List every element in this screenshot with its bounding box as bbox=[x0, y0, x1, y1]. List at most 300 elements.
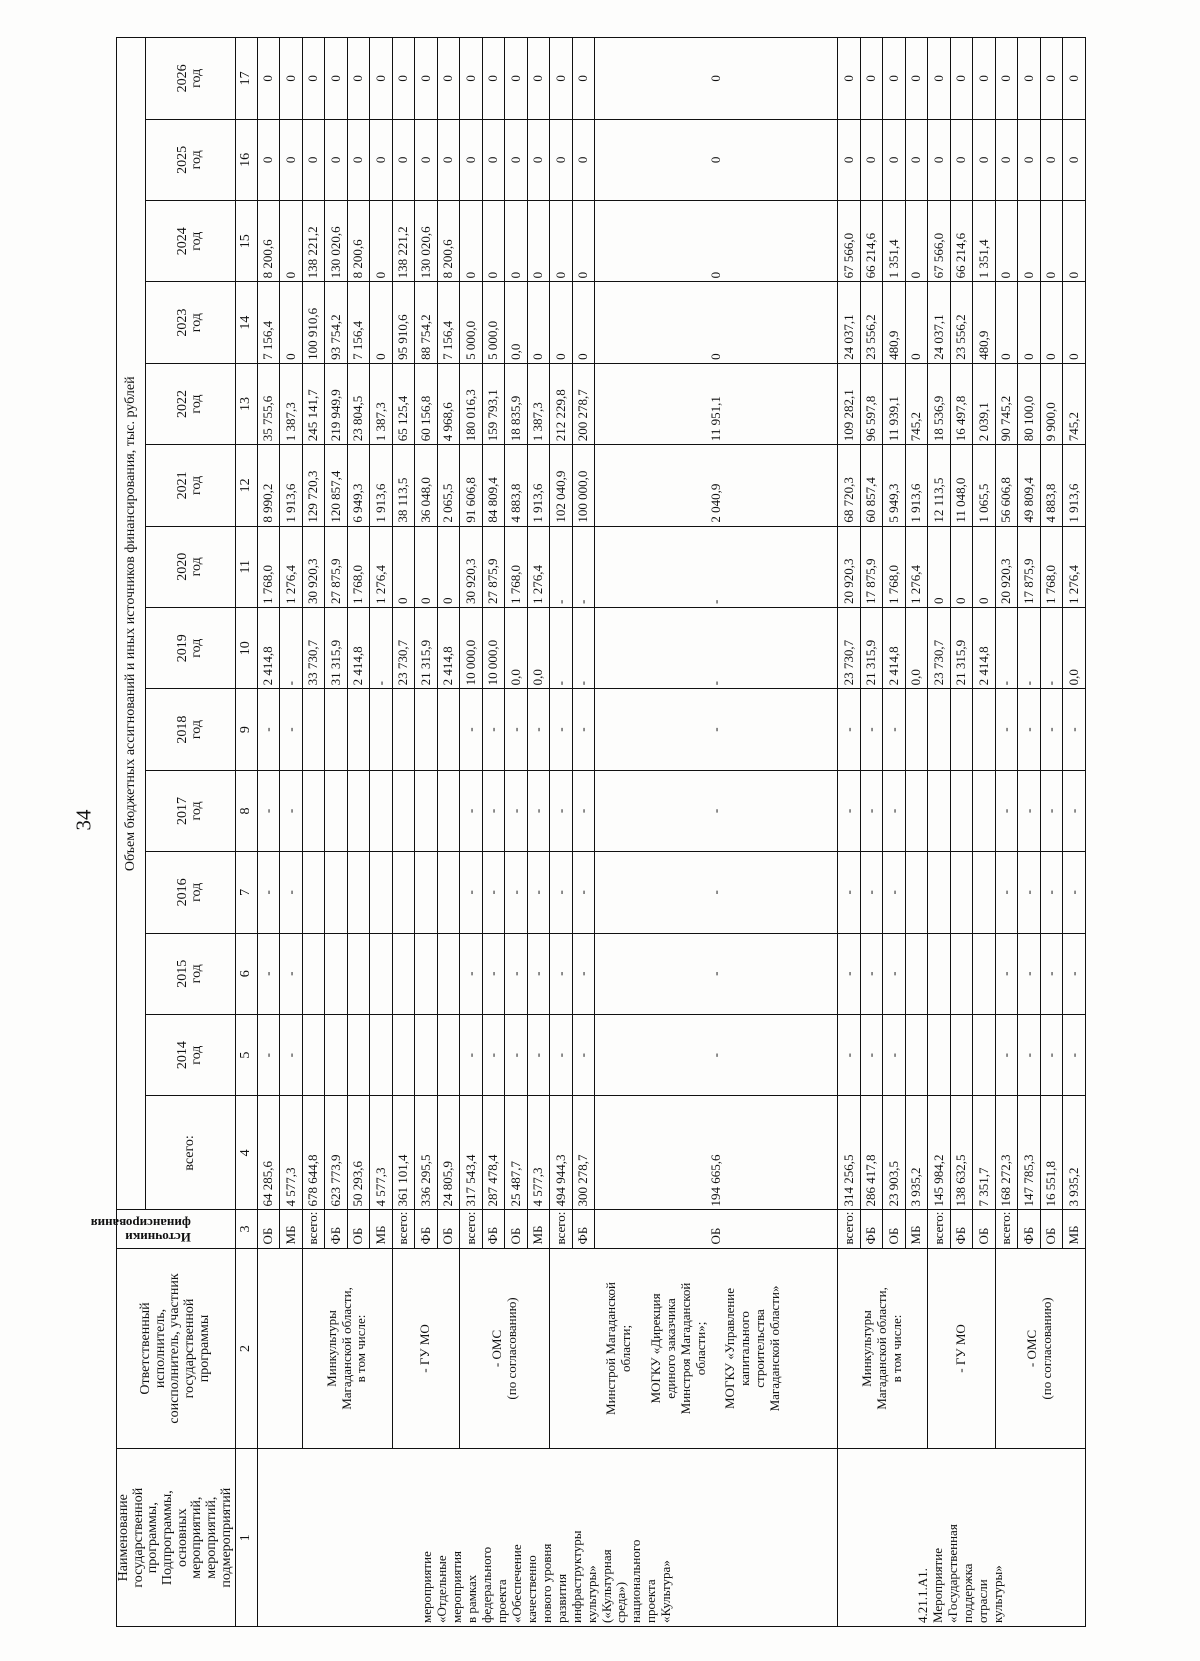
funding-source: всего: bbox=[392, 1210, 415, 1248]
year-value: 1 276,4 bbox=[1063, 526, 1086, 607]
year-value: - bbox=[595, 1014, 838, 1095]
program-name-line: «Государственная bbox=[945, 1524, 961, 1623]
funding-source: всего: bbox=[995, 1210, 1018, 1248]
year-value bbox=[928, 689, 951, 770]
total-value: 4 577,3 bbox=[280, 1096, 303, 1210]
year-value: 0 bbox=[950, 38, 973, 120]
year-value: 0 bbox=[347, 119, 370, 200]
year-value: - bbox=[1018, 689, 1041, 770]
header-responsible-line: программы bbox=[196, 1314, 212, 1383]
year-value: 23 556,2 bbox=[860, 282, 883, 363]
year-value: 130 020,6 bbox=[415, 201, 438, 282]
funding-source: ФБ bbox=[860, 1210, 883, 1248]
year-value bbox=[392, 933, 415, 1014]
year-value: - bbox=[460, 933, 483, 1014]
program-name-line: национального bbox=[628, 1539, 644, 1623]
year-value: 0 bbox=[595, 282, 838, 363]
program-name-line: качественно bbox=[523, 1555, 539, 1623]
year-value: 129 720,3 bbox=[302, 445, 325, 526]
year-value: 1 065,5 bbox=[973, 445, 996, 526]
year-value: - bbox=[280, 770, 303, 851]
total-value: 23 903,5 bbox=[883, 1096, 906, 1210]
year-value: 0 bbox=[550, 119, 573, 200]
year-value bbox=[302, 770, 325, 851]
year-value: 1 913,6 bbox=[1063, 445, 1086, 526]
year-value: 0 bbox=[1063, 38, 1086, 120]
year-value: 17 875,9 bbox=[860, 526, 883, 607]
year-value: - bbox=[1018, 1014, 1041, 1095]
year-value: 0 bbox=[280, 201, 303, 282]
year-value: - bbox=[460, 852, 483, 933]
year-value: 36 048,0 bbox=[415, 445, 438, 526]
year-value: 109 282,1 bbox=[838, 363, 861, 444]
program-name-line: развития bbox=[553, 1573, 569, 1623]
year-value: - bbox=[257, 852, 280, 933]
header-total: всего: bbox=[146, 1096, 235, 1210]
year-value: 180 016,3 bbox=[460, 363, 483, 444]
year-value: - bbox=[280, 689, 303, 770]
program-name-line: проекта bbox=[643, 1579, 659, 1623]
year-value: - bbox=[280, 852, 303, 933]
year-value bbox=[437, 770, 460, 851]
year-value: 23 730,7 bbox=[928, 607, 951, 688]
total-value: 361 101,4 bbox=[392, 1096, 415, 1210]
funding-source: всего: bbox=[460, 1210, 483, 1248]
year-value: 0 bbox=[928, 526, 951, 607]
year-value bbox=[325, 689, 348, 770]
year-value: 27 875,9 bbox=[482, 526, 505, 607]
total-value: 623 773,9 bbox=[325, 1096, 348, 1210]
funding-source: ФБ bbox=[325, 1210, 348, 1248]
year-value: 80 100,0 bbox=[1018, 363, 1041, 444]
year-value: 9 900,0 bbox=[1040, 363, 1063, 444]
year-value: 1 276,4 bbox=[905, 526, 928, 607]
year-value: 0 bbox=[1018, 201, 1041, 282]
header-name-column bbox=[117, 1449, 236, 1627]
year-value: 6 949,3 bbox=[347, 445, 370, 526]
column-number: 17 bbox=[235, 38, 257, 120]
header-responsible-column bbox=[117, 1248, 236, 1449]
year-value: 0,0 bbox=[505, 607, 528, 688]
year-value: - bbox=[482, 933, 505, 1014]
year-value: 2 039,1 bbox=[973, 363, 996, 444]
table-row bbox=[302, 38, 325, 1627]
year-value: 1 913,6 bbox=[280, 445, 303, 526]
total-value: 317 543,4 bbox=[460, 1096, 483, 1210]
total-value: 168 272,3 bbox=[995, 1096, 1018, 1210]
year-value: 1 768,0 bbox=[347, 526, 370, 607]
year-value bbox=[347, 1014, 370, 1095]
total-value: 16 551,8 bbox=[1040, 1096, 1063, 1210]
year-value: 0 bbox=[928, 119, 951, 200]
year-value: - bbox=[550, 689, 573, 770]
year-value: - bbox=[1018, 607, 1041, 688]
year-value bbox=[950, 933, 973, 1014]
year-value: 0 bbox=[1018, 119, 1041, 200]
year-value: 0 bbox=[1063, 201, 1086, 282]
year-value: 745,2 bbox=[1063, 363, 1086, 444]
year-value: 88 754,2 bbox=[415, 282, 438, 363]
year-value: 0 bbox=[325, 38, 348, 120]
header-name-line: Наименование bbox=[116, 1494, 131, 1582]
funding-source: ФБ bbox=[572, 1210, 595, 1248]
year-value: 0 bbox=[392, 526, 415, 607]
year-value: 0 bbox=[550, 38, 573, 120]
year-value: 0 bbox=[437, 119, 460, 200]
year-value: 159 793,1 bbox=[482, 363, 505, 444]
column-number: 13 bbox=[235, 363, 257, 444]
year-value: 0 bbox=[595, 119, 838, 200]
total-value: 147 785,3 bbox=[1018, 1096, 1041, 1210]
year-value: 0 bbox=[883, 38, 906, 120]
responsible-line: - ОМС bbox=[1024, 1329, 1040, 1368]
year-value: 7 156,4 bbox=[437, 282, 460, 363]
year-value bbox=[302, 852, 325, 933]
year-value: - bbox=[595, 689, 838, 770]
year-value: 0 bbox=[1063, 282, 1086, 363]
year-value: 0,0 bbox=[905, 607, 928, 688]
responsible-line: Магаданской области» bbox=[767, 1285, 783, 1412]
year-value: 0 bbox=[460, 201, 483, 282]
year-value: 18 835,9 bbox=[505, 363, 528, 444]
header-source-column bbox=[91, 1210, 236, 1248]
year-value: 100 910,6 bbox=[302, 282, 325, 363]
year-value: 138 221,2 bbox=[302, 201, 325, 282]
year-value: - bbox=[883, 1014, 906, 1095]
responsible-line: (по согласованию) bbox=[1039, 1297, 1054, 1400]
year-value: 0 bbox=[905, 282, 928, 363]
header-responsible-line: соисполнитель, участник bbox=[167, 1273, 183, 1424]
year-value: 0 bbox=[838, 38, 861, 120]
year-value: 23 730,7 bbox=[392, 607, 415, 688]
year-value: - bbox=[527, 1014, 550, 1095]
year-value: 0 bbox=[280, 282, 303, 363]
year-value: - bbox=[505, 770, 528, 851]
year-value bbox=[905, 770, 928, 851]
year-value: - bbox=[595, 770, 838, 851]
year-value: - bbox=[505, 933, 528, 1014]
year-value: 1 913,6 bbox=[527, 445, 550, 526]
year-value: - bbox=[883, 933, 906, 1014]
year-value: 0 bbox=[973, 119, 996, 200]
column-number: 16 bbox=[235, 119, 257, 200]
year-value: - bbox=[838, 770, 861, 851]
year-value: 4 968,6 bbox=[437, 363, 460, 444]
year-value: - bbox=[550, 607, 573, 688]
year-value: 0 bbox=[995, 38, 1018, 120]
year-value: 23 730,7 bbox=[838, 607, 861, 688]
funding-source: МБ bbox=[370, 1210, 393, 1248]
year-value: 0 bbox=[482, 119, 505, 200]
year-value: 130 020,6 bbox=[325, 201, 348, 282]
header-year: 2021 год bbox=[146, 445, 235, 526]
total-value: 286 417,8 bbox=[860, 1096, 883, 1210]
funding-source: ОБ bbox=[1040, 1210, 1063, 1248]
total-value: 4 577,3 bbox=[370, 1096, 393, 1210]
year-value: - bbox=[1040, 933, 1063, 1014]
column-number: 10 bbox=[235, 607, 257, 688]
responsible-line: Минкультуры bbox=[323, 1310, 339, 1387]
year-value: 0 bbox=[973, 526, 996, 607]
funding-source: всего: bbox=[550, 1210, 573, 1248]
year-value: 30 920,3 bbox=[460, 526, 483, 607]
header-year: 2020 год bbox=[146, 526, 235, 607]
year-value: - bbox=[883, 689, 906, 770]
header-year: 2024 год bbox=[146, 201, 235, 282]
year-value: 0 bbox=[482, 201, 505, 282]
year-value bbox=[973, 689, 996, 770]
year-value: 0 bbox=[505, 201, 528, 282]
year-value: - bbox=[860, 1014, 883, 1095]
column-number: 9 bbox=[235, 689, 257, 770]
year-value bbox=[392, 770, 415, 851]
year-value: - bbox=[257, 933, 280, 1014]
year-value: 11 048,0 bbox=[950, 445, 973, 526]
year-value: - bbox=[995, 933, 1018, 1014]
total-value: 494 944,3 bbox=[550, 1096, 573, 1210]
year-value: 8 200,6 bbox=[347, 201, 370, 282]
year-value: 0 bbox=[905, 119, 928, 200]
year-value bbox=[302, 933, 325, 1014]
responsible-line: Минстрой Магаданской bbox=[602, 1282, 618, 1415]
year-value bbox=[347, 933, 370, 1014]
year-value bbox=[950, 852, 973, 933]
column-number: 14 bbox=[235, 282, 257, 363]
year-value: 56 606,8 bbox=[995, 445, 1018, 526]
funding-source: ОБ bbox=[347, 1210, 370, 1248]
year-value bbox=[928, 852, 951, 933]
year-value: - bbox=[1063, 1014, 1086, 1095]
header-name-line: Подпрограммы, bbox=[160, 1490, 176, 1586]
year-value: - bbox=[1040, 852, 1063, 933]
year-value: 1 387,3 bbox=[370, 363, 393, 444]
year-value bbox=[347, 770, 370, 851]
year-value bbox=[950, 689, 973, 770]
total-value: 138 632,5 bbox=[950, 1096, 973, 1210]
year-value bbox=[370, 1014, 393, 1095]
responsible-line: - ГУ МО bbox=[952, 1324, 968, 1373]
year-value: 0 bbox=[550, 201, 573, 282]
table-row bbox=[995, 38, 1018, 1627]
funding-source: всего: bbox=[838, 1210, 861, 1248]
year-value bbox=[325, 933, 348, 1014]
header-year: 2016 год bbox=[146, 852, 235, 933]
responsible-line bbox=[634, 1252, 649, 1446]
year-value bbox=[437, 852, 460, 933]
year-value: 24 037,1 bbox=[838, 282, 861, 363]
responsible-line: Магаданской области, bbox=[874, 1287, 890, 1410]
year-value: - bbox=[572, 689, 595, 770]
year-value: 0 bbox=[527, 119, 550, 200]
table-row bbox=[838, 38, 861, 1627]
year-value bbox=[905, 689, 928, 770]
funding-source: ОБ bbox=[595, 1210, 838, 1248]
year-value: 0 bbox=[257, 38, 280, 120]
program-name-line: («Культурная bbox=[598, 1549, 614, 1623]
year-value: 95 910,6 bbox=[392, 282, 415, 363]
table-row bbox=[257, 38, 280, 1627]
year-value: 0 bbox=[302, 38, 325, 120]
year-value bbox=[928, 933, 951, 1014]
year-value bbox=[905, 933, 928, 1014]
year-value: 1 913,6 bbox=[370, 445, 393, 526]
year-value bbox=[392, 852, 415, 933]
year-value: - bbox=[550, 526, 573, 607]
year-value: - bbox=[257, 1014, 280, 1095]
year-value: 0,0 bbox=[505, 282, 528, 363]
year-value: 0 bbox=[505, 38, 528, 120]
year-value: 2 414,8 bbox=[347, 607, 370, 688]
year-value: - bbox=[1063, 770, 1086, 851]
column-number: 7 bbox=[235, 852, 257, 933]
program-name-line: поддержка bbox=[960, 1563, 976, 1623]
year-value: 11 951,1 bbox=[595, 363, 838, 444]
funding-source: ОБ bbox=[257, 1210, 280, 1248]
year-value: 21 315,9 bbox=[860, 607, 883, 688]
funding-source: МБ bbox=[1063, 1210, 1086, 1248]
year-value: - bbox=[280, 933, 303, 1014]
year-value bbox=[437, 1014, 460, 1095]
year-value: 0 bbox=[950, 526, 973, 607]
table-row bbox=[460, 38, 483, 1627]
responsible-line: единого заказчика bbox=[662, 1298, 678, 1399]
year-value: 1 351,4 bbox=[973, 201, 996, 282]
year-value: 30 920,3 bbox=[302, 526, 325, 607]
year-value: - bbox=[995, 852, 1018, 933]
year-value: 12 113,5 bbox=[928, 445, 951, 526]
year-value bbox=[325, 852, 348, 933]
year-value: 0 bbox=[550, 282, 573, 363]
year-value: - bbox=[1040, 607, 1063, 688]
total-value: 4 577,3 bbox=[527, 1096, 550, 1210]
responsible-line: МОГКУ «Управление bbox=[722, 1287, 738, 1409]
year-value: - bbox=[595, 607, 838, 688]
year-value: 0 bbox=[280, 38, 303, 120]
year-value: - bbox=[460, 1014, 483, 1095]
program-name-line: среда») bbox=[613, 1581, 629, 1623]
year-value: 0 bbox=[415, 526, 438, 607]
year-value: 0,0 bbox=[1063, 607, 1086, 688]
year-value: 0 bbox=[302, 119, 325, 200]
year-value: - bbox=[572, 526, 595, 607]
year-value: - bbox=[482, 689, 505, 770]
funding-source: ОБ bbox=[505, 1210, 528, 1248]
funding-source: МБ bbox=[280, 1210, 303, 1248]
column-number: 1 bbox=[235, 1449, 257, 1627]
funding-source: МБ bbox=[527, 1210, 550, 1248]
year-value: 33 730,7 bbox=[302, 607, 325, 688]
funding-source: ФБ bbox=[482, 1210, 505, 1248]
year-value: 31 315,9 bbox=[325, 607, 348, 688]
responsible-line: в том числе: bbox=[353, 1314, 369, 1383]
header-year: 2026 год bbox=[146, 38, 235, 120]
year-value: 5 949,3 bbox=[883, 445, 906, 526]
year-value: - bbox=[1018, 933, 1041, 1014]
year-value: 0 bbox=[505, 119, 528, 200]
year-value: 8 200,6 bbox=[437, 201, 460, 282]
column-number: 8 bbox=[235, 770, 257, 851]
year-value bbox=[325, 770, 348, 851]
column-number: 15 bbox=[235, 201, 257, 282]
year-value: - bbox=[572, 1014, 595, 1095]
responsible-line: - ОМС bbox=[488, 1329, 504, 1368]
year-value: 24 037,1 bbox=[928, 282, 951, 363]
year-value: 120 857,4 bbox=[325, 445, 348, 526]
program-name-line: культуры» bbox=[990, 1565, 1006, 1623]
year-value bbox=[905, 1014, 928, 1095]
header-name-line: подмероприятий bbox=[218, 1487, 234, 1588]
year-value: 138 221,2 bbox=[392, 201, 415, 282]
year-value: 20 920,3 bbox=[838, 526, 861, 607]
year-value: - bbox=[1063, 689, 1086, 770]
year-value: - bbox=[860, 689, 883, 770]
total-value: 145 984,2 bbox=[928, 1096, 951, 1210]
year-value: - bbox=[550, 933, 573, 1014]
year-value: 4 883,8 bbox=[505, 445, 528, 526]
header-year: 2015 год bbox=[146, 933, 235, 1014]
year-value: 0 bbox=[1040, 201, 1063, 282]
header-name-line: мероприятий, bbox=[189, 1496, 205, 1579]
responsible-line: Магаданской области, bbox=[338, 1287, 354, 1410]
year-value bbox=[415, 1014, 438, 1095]
year-value: - bbox=[860, 852, 883, 933]
year-value: 0 bbox=[950, 119, 973, 200]
year-value: 1 768,0 bbox=[883, 526, 906, 607]
year-value: - bbox=[482, 1014, 505, 1095]
year-value: - bbox=[482, 852, 505, 933]
funding-source: ОБ bbox=[883, 1210, 906, 1248]
program-name-line: отрасли bbox=[975, 1579, 991, 1623]
responsible-line: капитального bbox=[737, 1311, 753, 1386]
program-name-line: «Обеспечение bbox=[508, 1544, 524, 1623]
year-value: 745,2 bbox=[905, 363, 928, 444]
year-value: 0 bbox=[572, 282, 595, 363]
responsible-cell bbox=[928, 1248, 996, 1449]
year-value: 0 bbox=[527, 201, 550, 282]
program-name-line: Мероприятие bbox=[930, 1548, 946, 1623]
year-value: 0 bbox=[527, 38, 550, 120]
responsible-line: МОГКУ «Дирекция bbox=[647, 1293, 663, 1404]
funding-source: всего: bbox=[928, 1210, 951, 1248]
funding-source: всего: bbox=[302, 1210, 325, 1248]
year-value: 66 214,6 bbox=[950, 201, 973, 282]
header-name-line: программы, bbox=[145, 1502, 161, 1574]
program-name-line: «Отдельные bbox=[434, 1555, 450, 1623]
year-value: 21 315,9 bbox=[950, 607, 973, 688]
year-value: 0 bbox=[392, 119, 415, 200]
responsible-cell bbox=[392, 1248, 460, 1449]
year-value bbox=[325, 1014, 348, 1095]
funding-source: ФБ bbox=[1018, 1210, 1041, 1248]
year-value: - bbox=[280, 607, 303, 688]
year-value: 1 276,4 bbox=[527, 526, 550, 607]
header-name-line: основных bbox=[174, 1508, 190, 1567]
year-value: 7 156,4 bbox=[257, 282, 280, 363]
year-value: 0 bbox=[482, 38, 505, 120]
program-name-line: нового уровня bbox=[538, 1543, 554, 1623]
header-name-line: мероприятий, bbox=[204, 1496, 220, 1579]
year-value: - bbox=[505, 852, 528, 933]
year-value: 0 bbox=[1018, 282, 1041, 363]
table-row bbox=[928, 38, 951, 1627]
header-year: 2017 год bbox=[146, 770, 235, 851]
responsible-line: Минкультуры bbox=[859, 1310, 875, 1387]
year-value: 0 bbox=[437, 38, 460, 120]
year-value: 49 809,4 bbox=[1018, 445, 1041, 526]
year-value bbox=[370, 689, 393, 770]
year-value: - bbox=[838, 1014, 861, 1095]
column-number: 3 bbox=[235, 1210, 257, 1248]
